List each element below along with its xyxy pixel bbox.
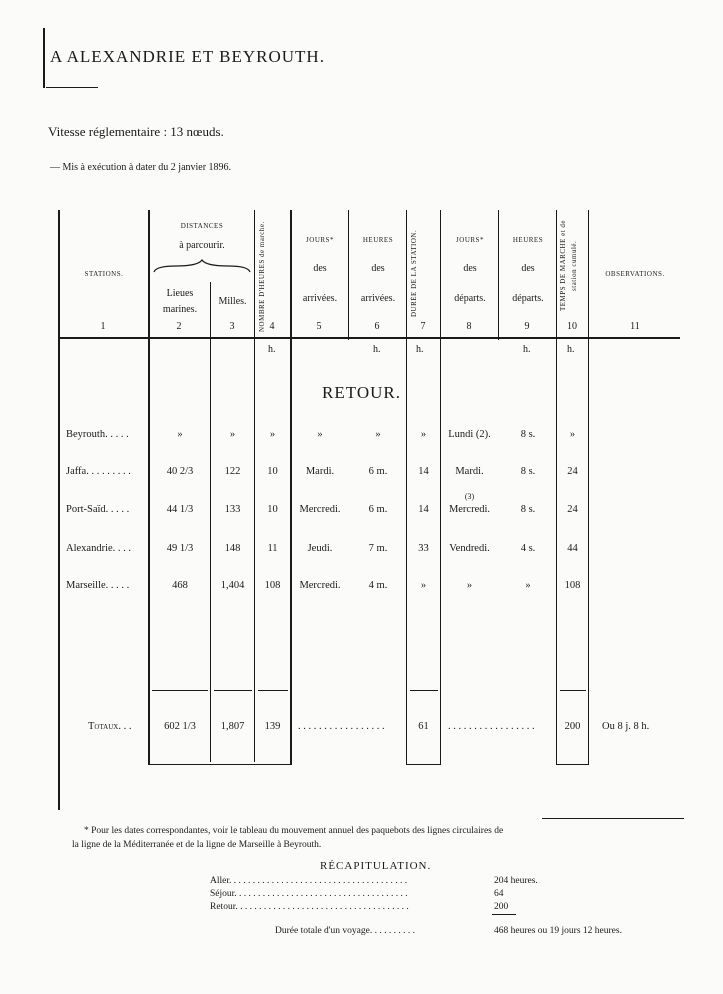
cell-heure-depart: 8 s. <box>520 466 536 477</box>
recap-aller-label: Aller. . . . . . . . . . . . . . . . . . . . . . . . . . . . . . . . . . . . . . <box>210 876 408 886</box>
unit-c4: h. <box>268 344 276 355</box>
cell-station: Port-Saïd. . . . . <box>66 504 130 515</box>
cell-lieues: » <box>177 429 183 440</box>
cell-jour-arrivee: » <box>317 429 323 440</box>
header-jours-arrivees-2: des <box>313 263 327 274</box>
col-sep-10 <box>588 210 589 765</box>
cell-lieues: 40 2/3 <box>166 466 194 477</box>
cell-jour-depart: Mercredi. <box>448 504 491 515</box>
cell-milles: 133 <box>224 504 241 515</box>
col-number-8: 8 <box>466 321 472 332</box>
cell-heures: » <box>269 429 276 440</box>
cell-station: Jaffa. . . . . . . . . <box>66 466 131 477</box>
cell-jour-depart: » <box>466 580 473 591</box>
cell-station: Alexandrie. . . . <box>66 543 132 554</box>
header-duree-station: DURÉE DE LA STATION. <box>410 229 418 317</box>
recap-retour-label: Retour. . . . . . . . . . . . . . . . . . . . . . . . . . . . . . . . . . . . . <box>210 902 409 912</box>
col-sep-3 <box>254 210 255 762</box>
cell-heures: 10 <box>267 504 278 515</box>
table-left-border <box>58 210 60 810</box>
total-rule-temps <box>560 690 586 691</box>
cell-jour-depart: Mardi. <box>455 466 484 477</box>
header-jours-departs-3: départs. <box>454 293 486 304</box>
footnote-line-1: * Pour les dates correspondantes, voir le tableau du mouvement annuel des paquebots des lignes circulaires de <box>84 826 504 836</box>
cell-heure-depart: 4 s. <box>520 543 536 554</box>
recap-total-label: Durée totale d'un voyage. . . . . . . . . . <box>275 926 415 936</box>
cell-jour-arrivee: Mardi. <box>305 466 335 477</box>
header-stations: STATIONS. <box>84 270 124 278</box>
cell-lieues: 49 1/3 <box>166 543 194 554</box>
header-heures-departs-3: départs. <box>512 293 544 304</box>
col-sep-5 <box>348 210 349 340</box>
col-number-4: 4 <box>269 321 275 332</box>
header-jours-departs-1: JOURS* <box>456 236 484 244</box>
col-sep-2 <box>210 282 211 762</box>
cell-station: Marseille. . . . . <box>66 580 130 591</box>
cell-milles: 148 <box>224 543 241 554</box>
header-distances: DISTANCES <box>180 222 224 230</box>
unit-c7: h. <box>416 344 424 355</box>
cell-temps: 24 <box>567 504 578 515</box>
section-title: RETOUR. <box>322 383 401 402</box>
col-sep-8 <box>498 210 499 340</box>
cell-temps: 44 <box>567 543 578 554</box>
header-observations: OBSERVATIONS. <box>605 270 665 278</box>
header-heures-departs-1: HEURES <box>512 236 544 244</box>
cell-temps: 108 <box>564 580 581 591</box>
cell-jour-arrivee: Jeudi. <box>307 543 333 554</box>
cell-heure-depart: » <box>525 580 531 591</box>
cell-temps: 24 <box>567 466 578 477</box>
col-number-2: 2 <box>176 321 182 332</box>
header-a-parcourir: à parcourir. <box>179 240 225 251</box>
totals-observations: Ou 8 j. 8 h. <box>602 721 650 732</box>
cell-heure-depart: 8 s. <box>520 504 536 515</box>
recap-sejour-label: Séjour. . . . . . . . . . . . . . . . . . . . . . . . . . . . . . . . . . . . . <box>210 889 408 899</box>
footnote-rule <box>542 818 684 819</box>
cell-lieues: 44 1/3 <box>166 504 194 515</box>
header-milles: Milles. <box>218 296 247 307</box>
header-lieues-1: Lieues <box>166 288 194 299</box>
totals-milles: 1,807 <box>220 721 245 732</box>
unit-c10: h. <box>567 344 575 355</box>
unit-c6: h. <box>373 344 381 355</box>
cell-jour-depart: Vendredi. <box>449 543 490 554</box>
cell-duree: 33 <box>418 543 429 554</box>
header-temps-marche: TEMPS DE MARCHE et de station cumulé. <box>559 220 578 312</box>
col-sep-7 <box>440 210 441 765</box>
page-title: A ALEXANDRIE ET BEYROUTH. <box>50 47 325 66</box>
header-jours-arrivees-3: arrivées. <box>302 293 338 304</box>
cell-duree: 14 <box>418 504 429 515</box>
header-brace <box>152 258 252 278</box>
col-sep-6 <box>406 210 407 765</box>
totals-lieues: 602 1/3 <box>164 721 196 732</box>
cell-duree: 14 <box>418 466 429 477</box>
title-rule <box>43 28 45 88</box>
header-lieues-2: marines. <box>162 304 198 315</box>
header-jours-departs-2: des <box>463 263 477 274</box>
cell-jour-arrivee: Mercredi. <box>299 580 341 591</box>
recap-retour-value: 200 <box>494 902 509 912</box>
bottom-rule-left <box>148 764 292 765</box>
cell-jour-depart-note: (3) <box>464 492 475 501</box>
cell-milles: 122 <box>224 466 241 477</box>
header-heures-arrivees-2: des <box>371 263 385 274</box>
recap-title: RÉCAPITULATION. <box>320 860 432 872</box>
total-rule-heures <box>258 690 288 691</box>
cell-heures: 11 <box>267 543 278 554</box>
col-number-5: 5 <box>316 321 322 332</box>
col-number-6: 6 <box>374 321 380 332</box>
cell-heure-arrivee: 7 m. <box>368 543 388 554</box>
col-number-3: 3 <box>229 321 235 332</box>
cell-jour-arrivee: Mercredi. <box>299 504 341 515</box>
totals-dots-1: . . . . . . . . . . . . . . . . . <box>298 721 385 732</box>
header-rule <box>60 337 680 339</box>
col-number-7: 7 <box>420 321 426 332</box>
cell-heure-arrivee: 6 m. <box>368 466 388 477</box>
cell-duree: » <box>420 429 427 440</box>
col-sep-9 <box>556 210 557 765</box>
cell-heure-depart: 8 s. <box>520 429 536 440</box>
totals-duree: 61 <box>418 721 429 732</box>
cell-station: Beyrouth. . . . . <box>66 429 129 440</box>
bottom-rule-temps <box>556 764 589 765</box>
total-rule-lieues <box>152 690 208 691</box>
totals-dots-2: . . . . . . . . . . . . . . . . . <box>448 721 535 732</box>
header-heures-arrivees-3: arrivées. <box>360 293 396 304</box>
totals-label: Totaux. . . <box>88 721 132 732</box>
totals-temps: 200 <box>564 721 581 732</box>
unit-c9: h. <box>523 344 531 355</box>
execution-date: — Mis à exécution à dater du 2 janvier 1896. <box>50 162 232 173</box>
total-rule-duree <box>410 690 438 691</box>
cell-heures: 108 <box>264 580 281 591</box>
total-rule-milles <box>214 690 252 691</box>
recap-aller-value: 204 heures. <box>494 876 538 886</box>
cell-milles: 1,404 <box>220 580 245 591</box>
col-number-10: 10 <box>567 321 577 332</box>
footnote-line-2: la ligne de la Méditerranée et de la ligne de Marseille à Beyrouth. <box>72 840 322 850</box>
col-number-9: 9 <box>524 321 530 332</box>
cell-heures: 10 <box>267 466 278 477</box>
cell-heure-arrivee: 6 m. <box>368 504 388 515</box>
recap-total-value: 468 heures ou 19 jours 12 heures. <box>494 926 622 936</box>
header-nombre-heures: NOMBRE D'HEURES de marche. <box>258 221 266 332</box>
title-underline <box>46 87 98 88</box>
col-number-1: 1 <box>100 321 106 332</box>
cell-temps: » <box>569 429 576 440</box>
cell-heure-arrivee: 4 m. <box>368 580 388 591</box>
cell-duree: » <box>420 580 427 591</box>
header-heures-departs-2: des <box>521 263 535 274</box>
cell-jour-depart: Lundi (2). <box>448 429 491 440</box>
cell-heure-arrivee: » <box>375 429 381 440</box>
cell-milles: » <box>229 429 236 440</box>
recap-sum-rule <box>492 914 516 915</box>
bottom-rule-duree <box>406 764 441 765</box>
col-number-11: 11 <box>630 321 640 332</box>
totals-heures: 139 <box>264 721 281 732</box>
cell-lieues: 468 <box>172 580 188 591</box>
header-heures-arrivees-1: HEURES <box>362 236 394 244</box>
speed-note: Vitesse réglementaire : 13 nœuds. <box>48 124 224 139</box>
recap-sejour-value: 64 <box>494 889 504 899</box>
header-jours-arrivees-1: JOURS* <box>306 236 334 244</box>
